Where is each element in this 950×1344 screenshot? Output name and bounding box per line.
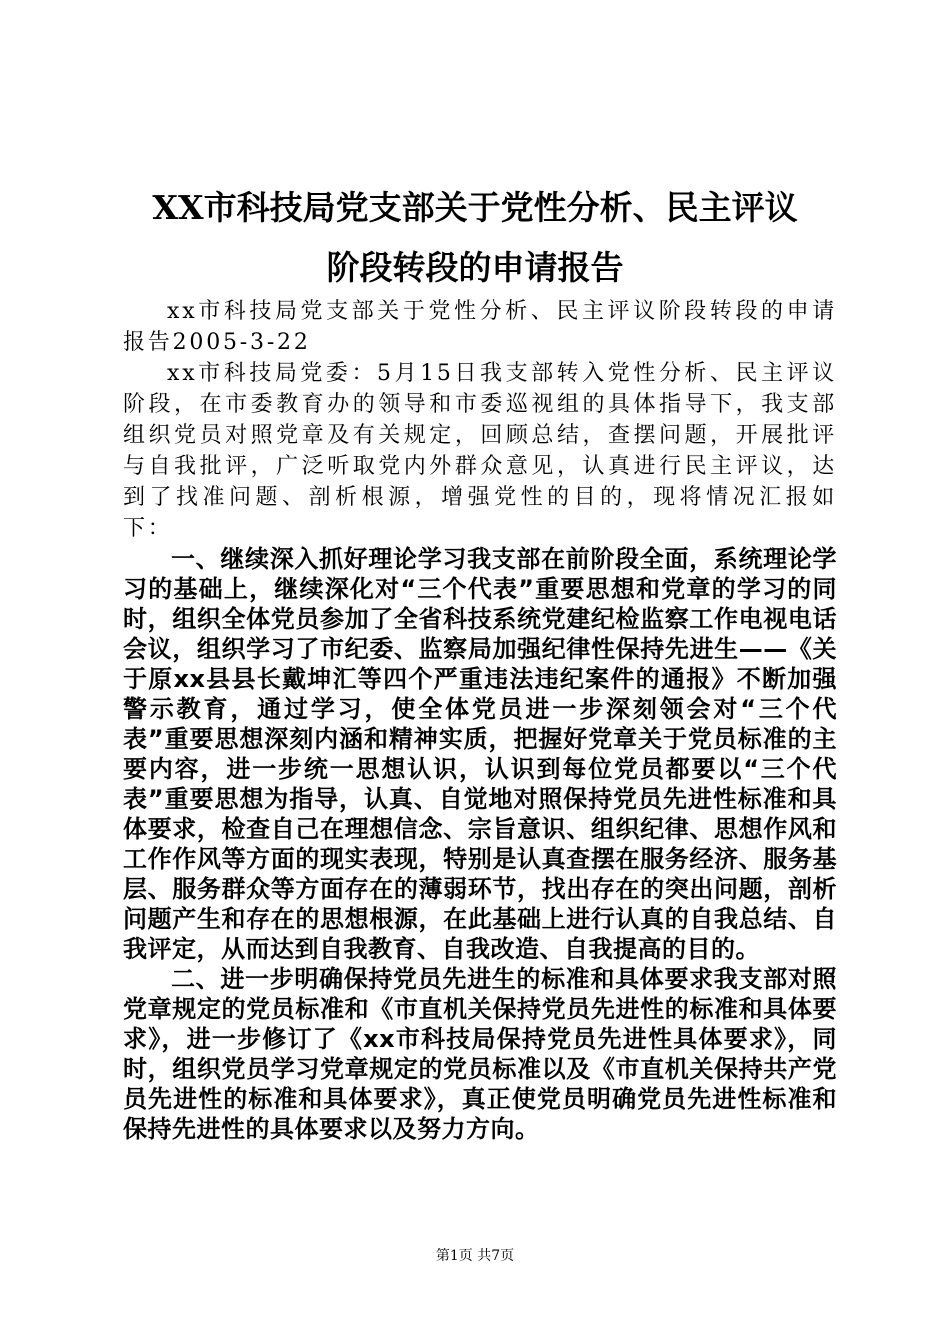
paragraph-intro: xx市科技局党委：5月15日我支部转入党性分析、民主评议阶段，在市委教育办的领导和市委巡视组的具体指导下，我支部组织党员对照党章及有关规定，回顾总结，查摆问题，开展批评与自我批评，广泛听取党内外群众意见，认真进行民主评议，达到了找准问题、剖析根源，增强党性的目的，现将情况汇报如下： [123, 361, 837, 541]
paragraph-heading-line: xx市科技局党支部关于党性分析、民主评议阶段转段的申请报告2005-3-22 [123, 299, 837, 355]
paragraph-section-1: 一、继续深入抓好理论学习我支部在前阶段全面，系统理论学习的基础上，继续深化对“三个代表”重要思想和党章的学习的同时，组织全体党员参加了全省科技系统党建纪检监察工作电视电话会议，组织学习了市纪委、监察局加强纪律性保持先进生——《关于原xx县县长戴坤汇等四个严重违法违纪案件的通报》不断加强警示教育，通过学习，使全体党员进一步深刻领会对“三个代表”重要思想深刻内涵和精神实质，把握好党章关于党员标准的主要内容，进一步统一思想认识，认识到每位党员都要以“三个代表”重要思想为指导，认真、自觉地对照保持党员先进性标准和具体要求，检查自己在理想信念、宗旨意识、组织纪律、思想作风和工作作风等方面的现实表现，特别是认真查摆在服务经济、服务基层、服务群众等方面存在的薄弱环节，找出存在的突出问题，剖析问题产生和存在的思想根源，在此基础上进行认真的自我总结、自我评定，从而达到自我教育、自我改造、自我提高的目的。 [123, 545, 837, 963]
document-title-line-1: XX市科技局党支部关于党性分析、民主评议 [152, 188, 798, 227]
document-title-line-2: 阶段转段的申请报告 [326, 248, 624, 287]
document-body [123, 296, 837, 1144]
page-number-footer: 第1页 共7页 [435, 1248, 515, 1264]
paragraph-section-2: 二、进一步明确保持党员先进生的标准和具体要求我支部对照党章规定的党员标准和《市直机关保持党员先进性的标准和具体要求》，进一步修订了《xx市科技局保持党员先进性具体要求》，同时，组织党员学习党章规定的党员标准以及《市直机关保持共产党员先进性的标准和具体要求》，真正使党员明确党员先进性标准和保持先进性的具体要求以及努力方向。 [123, 965, 837, 1143]
